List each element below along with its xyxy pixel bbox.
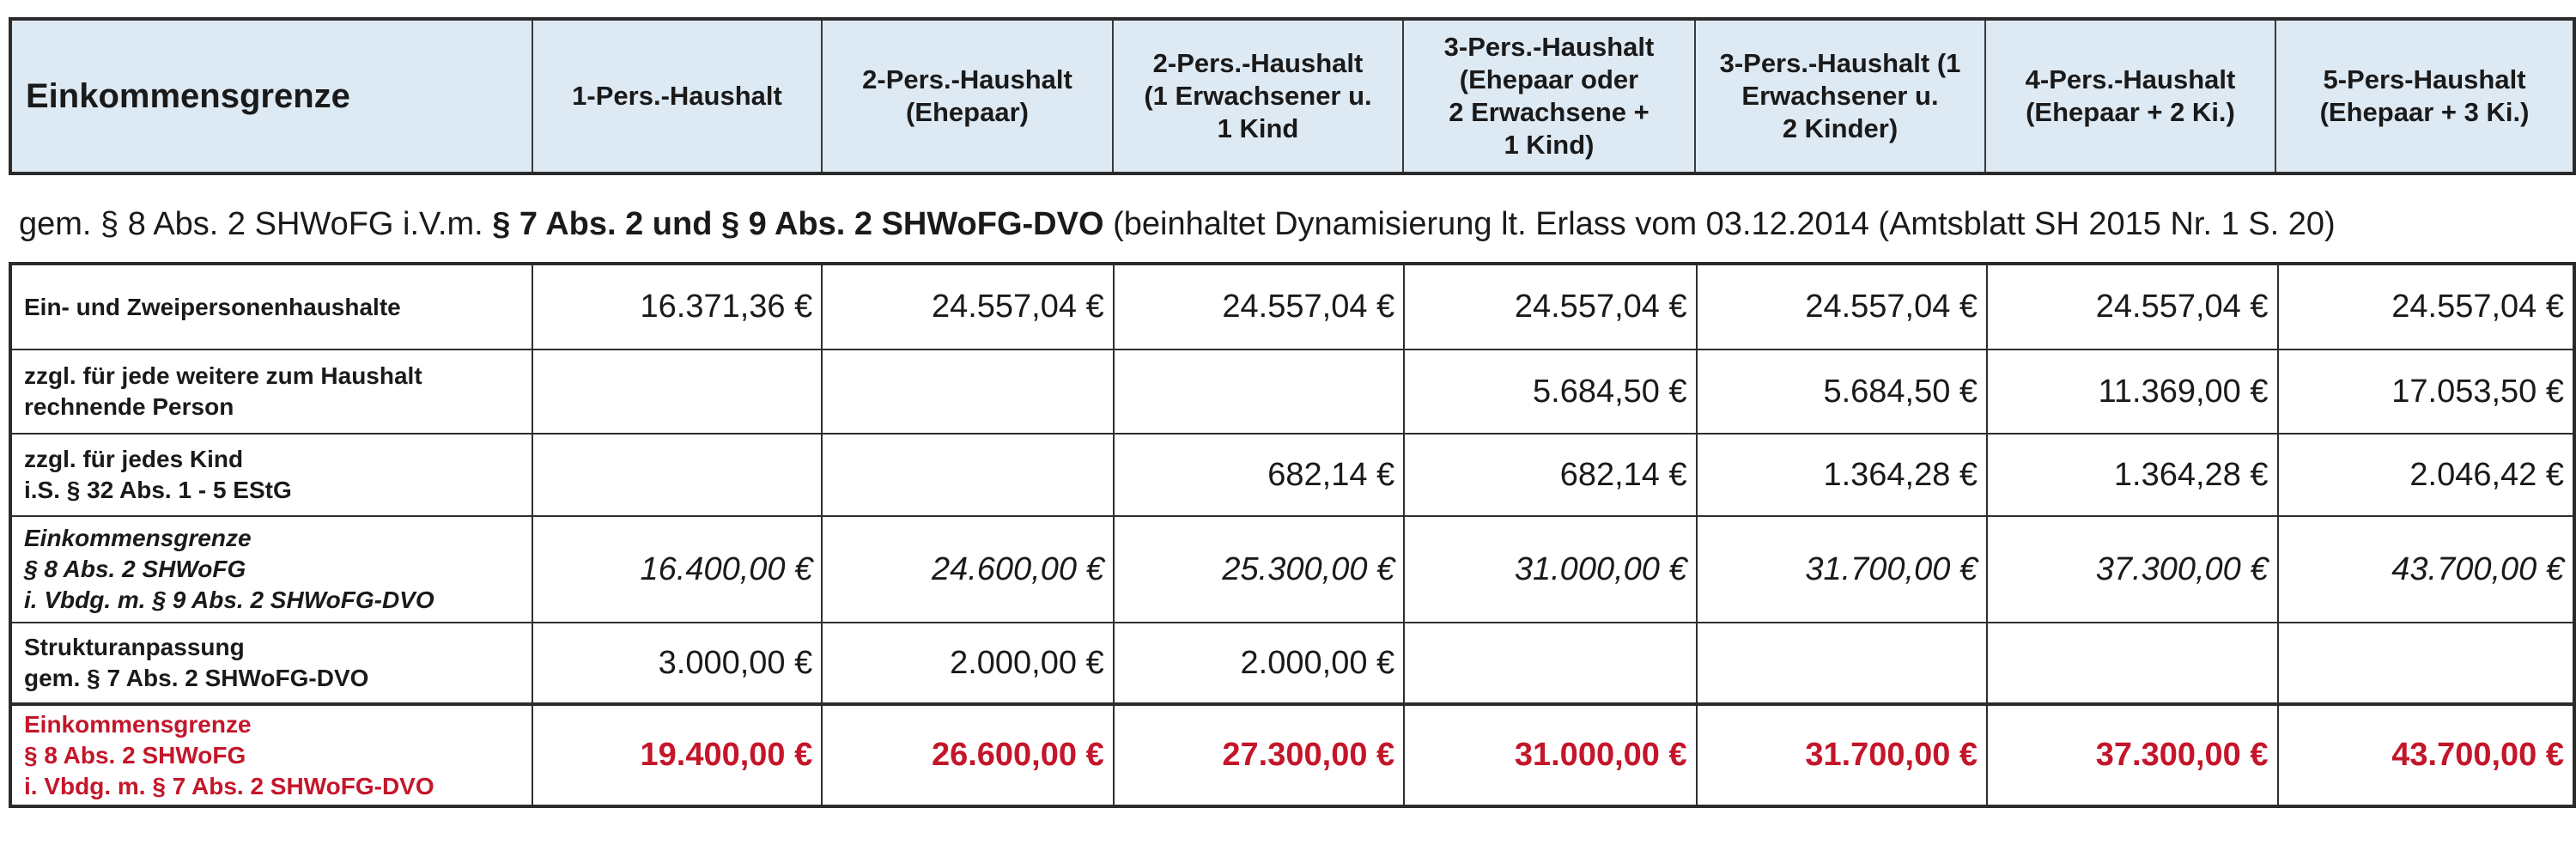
value-cell: 24.557,04 € xyxy=(1404,264,1696,349)
value-cell: 682,14 € xyxy=(1114,434,1404,516)
value-cell: 682,14 € xyxy=(1404,434,1696,516)
value-cell xyxy=(822,434,1113,516)
value-cell xyxy=(822,349,1113,434)
income-limit-table xyxy=(9,262,2576,808)
header-cell: 3-Pers.-Haushalt (1 Erwachsener u. 2 Kinder) xyxy=(1696,21,1986,172)
value-cell xyxy=(532,349,822,434)
value-cell: 17.053,50 € xyxy=(2278,349,2574,434)
value-cell: 31.000,00 € xyxy=(1404,516,1696,623)
header-cell: 2-Pers.-Haushalt (Ehepaar) xyxy=(823,21,1114,172)
value-cell: 27.300,00 € xyxy=(1114,704,1404,806)
value-cell: 11.369,00 € xyxy=(1987,349,2277,434)
row-label: Ein- und Zweipersonenhaushalte xyxy=(10,264,532,349)
value-cell xyxy=(2278,623,2574,704)
value-cell: 2.046,42 € xyxy=(2278,434,2574,516)
value-cell: 2.000,00 € xyxy=(822,623,1113,704)
value-cell: 3.000,00 € xyxy=(532,623,822,704)
value-cell: 24.557,04 € xyxy=(1697,264,1987,349)
note-part-bold: § 7 Abs. 2 und § 9 Abs. 2 SHWoFG-DVO xyxy=(492,206,1104,242)
row-label: zzgl. für jede weitere zum Haushalt rechnende Person xyxy=(10,349,532,434)
row-label: zzgl. für jedes Kind i.S. § 32 Abs. 1 - 5 EStG xyxy=(10,434,532,516)
value-cell xyxy=(1987,623,2277,704)
value-cell: 26.600,00 € xyxy=(822,704,1113,806)
value-cell: 24.600,00 € xyxy=(822,516,1113,623)
value-cell: 5.684,50 € xyxy=(1404,349,1696,434)
value-cell: 5.684,50 € xyxy=(1697,349,1987,434)
value-cell xyxy=(1114,349,1404,434)
note-part: (beinhaltet Dynamisierung lt. Erlass vom 03.12.2014 (Amtsblatt SH 2015 Nr. 1 S. 20) xyxy=(1103,206,2336,242)
note-part: gem. § 8 Abs. 2 SHWoFG i.V.m. xyxy=(19,206,493,242)
value-cell: 24.557,04 € xyxy=(2278,264,2574,349)
header-cell: 1-Pers.-Haushalt xyxy=(533,21,823,172)
value-cell: 1.364,28 € xyxy=(1987,434,2277,516)
header-cell: Einkommensgrenze xyxy=(12,21,533,172)
table-row xyxy=(10,349,2574,434)
value-cell xyxy=(1404,623,1696,704)
value-cell: 24.557,04 € xyxy=(822,264,1113,349)
table-header xyxy=(9,17,2576,175)
value-cell: 37.300,00 € xyxy=(1987,516,2277,623)
value-cell: 31.700,00 € xyxy=(1697,516,1987,623)
value-cell: 1.364,28 € xyxy=(1697,434,1987,516)
value-cell: 2.000,00 € xyxy=(1114,623,1404,704)
header-cell: 2-Pers.-Haushalt (1 Erwachsener u. 1 Kind xyxy=(1114,21,1404,172)
value-cell: 19.400,00 € xyxy=(532,704,822,806)
value-cell: 37.300,00 € xyxy=(1987,704,2277,806)
table-row xyxy=(10,623,2574,704)
value-cell xyxy=(532,434,822,516)
table-row xyxy=(10,434,2574,516)
table-row-result xyxy=(10,704,2574,806)
header-cell: 4-Pers.-Haushalt (Ehepaar + 2 Ki.) xyxy=(1986,21,2276,172)
value-cell: 25.300,00 € xyxy=(1114,516,1404,623)
value-cell: 43.700,00 € xyxy=(2278,516,2574,623)
table-row xyxy=(10,516,2574,623)
value-cell: 31.700,00 € xyxy=(1697,704,1987,806)
row-label: Einkommensgrenze § 8 Abs. 2 SHWoFG i. Vbdg. m. § 7 Abs. 2 SHWoFG-DVO xyxy=(10,704,532,806)
value-cell: 24.557,04 € xyxy=(1987,264,2277,349)
value-cell: 43.700,00 € xyxy=(2278,704,2574,806)
value-cell: 16.371,36 € xyxy=(532,264,822,349)
header-cell: 5-Pers-Haushalt (Ehepaar + 3 Ki.) xyxy=(2319,64,2530,127)
header-cell: 3-Pers.-Haushalt (Ehepaar oder 2 Erwachsene + 1 Kind) xyxy=(1404,21,1696,172)
value-cell: 24.557,04 € xyxy=(1114,264,1404,349)
legal-basis-note xyxy=(19,206,2336,243)
value-cell: 31.000,00 € xyxy=(1404,704,1696,806)
table-row xyxy=(10,264,2574,349)
row-label: Einkommensgrenze § 8 Abs. 2 SHWoFG i. Vbdg. m. § 9 Abs. 2 SHWoFG-DVO xyxy=(10,516,532,623)
value-cell xyxy=(1697,623,1987,704)
value-cell: 16.400,00 € xyxy=(532,516,822,623)
row-label: Strukturanpassung gem. § 7 Abs. 2 SHWoFG-DVO xyxy=(10,623,532,704)
